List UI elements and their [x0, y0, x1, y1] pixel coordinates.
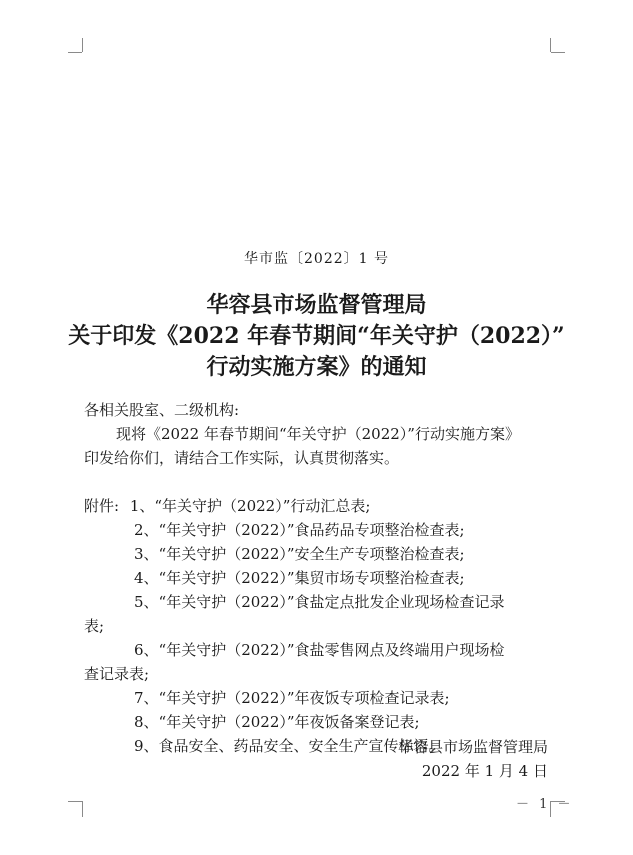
attachment-item: 5、“年关守护（2022）”食盐定点批发企业现场检查记录 [134, 593, 505, 611]
signature-date: 2022 年 1 月 4 日 [421, 762, 548, 780]
document-body [84, 398, 554, 758]
crop-mark-bottom-left [82, 801, 83, 817]
signature-organization: 华容县市场监督管理局 [397, 738, 548, 756]
attachment-item-text: 1、“年关守护（2022）”行动汇总表; [129, 497, 371, 515]
crop-mark-top-right [550, 38, 551, 52]
attachment-item: 9、食品安全、药品安全、安全生产宣传标语。 [134, 737, 444, 755]
crop-mark-bottom-left [68, 801, 82, 802]
attachments-label: 附件: [84, 497, 120, 515]
attachment-item: 8、“年关守护（2022）”年夜饭备案登记表; [134, 713, 420, 731]
attachment-item: 3、“年关守护（2022）”安全生产专项整治检查表; [134, 545, 465, 563]
crop-mark-top-left [68, 52, 82, 53]
attachment-item [84, 494, 554, 518]
title-line-2: 关于印发《2022 年春节期间“年关守护（2022）” [68, 323, 565, 349]
attachment-item: 4、“年关守护（2022）”集贸市场专项整治检查表; [134, 569, 465, 587]
attachment-item-continuation: 表; [84, 617, 105, 635]
document-number: 华市监〔2022〕1 号 [244, 251, 389, 267]
crop-mark-top-right [551, 52, 565, 53]
body-paragraph: 现将《2022 年春节期间“年关守护（2022）”行动实施方案》 [116, 425, 520, 443]
attachment-item: 6、“年关守护（2022）”食盐零售网点及终端用户现场检 [134, 641, 505, 659]
title-line-1: 华容县市场监督管理局 [206, 292, 427, 318]
addressee: 各相关股室、二级机构: [84, 401, 240, 419]
attachment-item-continuation: 查记录表; [84, 665, 150, 683]
title-line-3: 行动实施方案》的通知 [206, 354, 427, 380]
attachment-item: 2、“年关守护（2022）”食品药品专项整治检查表; [134, 521, 465, 539]
document-title [60, 290, 573, 383]
attachment-item: 7、“年关守护（2022）”年夜饭专项检查记录表; [134, 689, 450, 707]
crop-mark-top-left [82, 38, 83, 52]
page-number: － 1 － [516, 797, 574, 812]
body-paragraph-continuation: 印发给你们，请结合工作实际，认真贯彻落实。 [84, 449, 400, 467]
